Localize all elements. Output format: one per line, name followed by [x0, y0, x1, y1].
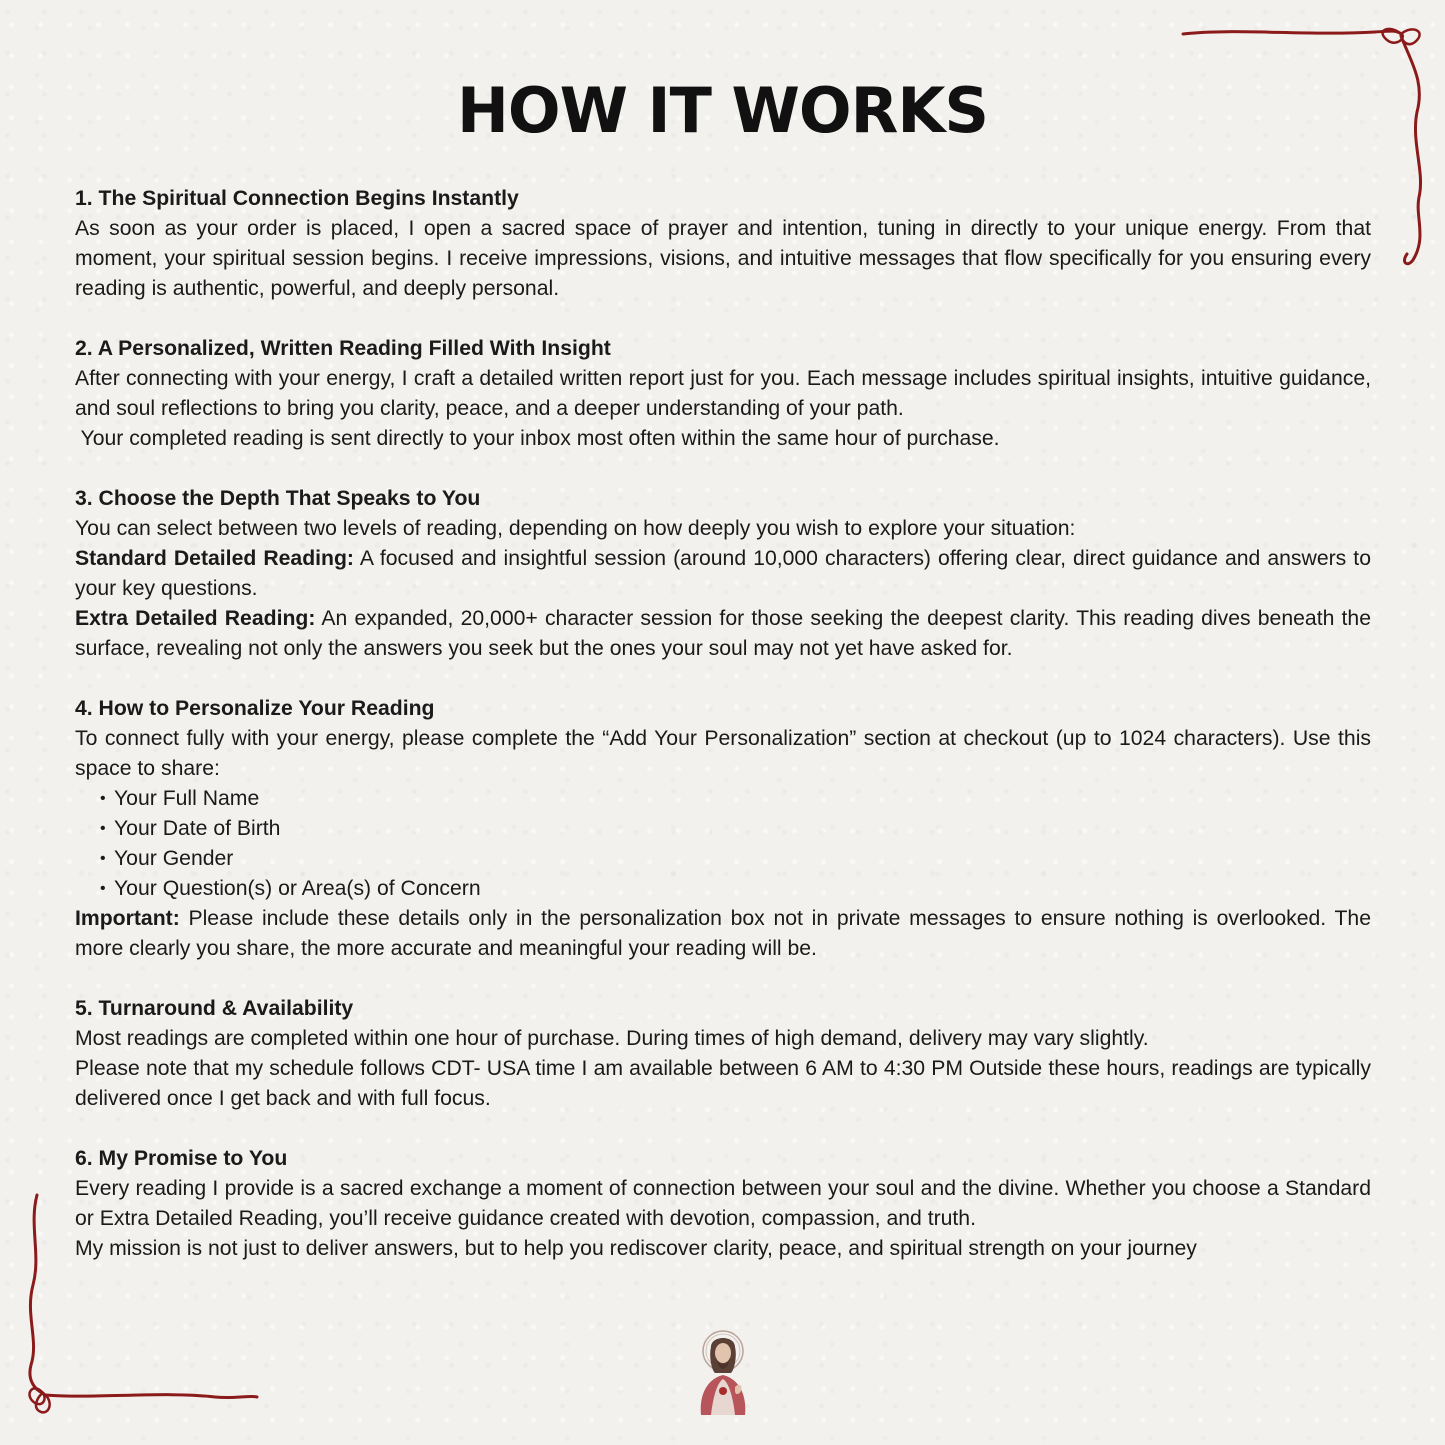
section-4-heading: 4. How to Personalize Your Reading — [75, 697, 435, 720]
extra-reading-text: An expanded, 20,000+ character session for those seeking the deepest clarity. This reading dives beneath the surface, revealing not only the answers you seek but the ones your soul may not yet have asked for. — [75, 607, 1371, 660]
content-body — [75, 184, 1371, 1294]
section-6 — [75, 1144, 1371, 1264]
section-3 — [75, 484, 1371, 664]
list-item: • Your Date of Birth — [100, 814, 1371, 844]
list-item: • Your Full Name — [100, 784, 1371, 814]
section-4 — [75, 694, 1371, 964]
extra-reading-label: Extra Detailed Reading: — [75, 607, 316, 630]
section-5-heading: 5. Turnaround & Availability — [75, 997, 354, 1020]
section-6-paragraph: Every reading I provide is a sacred exchange a moment of connection between your soul and the divine. Whether you choose a Standard or Extra Detailed Reading, you’ll receive guidance created with devotion, compassion, and truth. — [75, 1177, 1371, 1230]
section-5-paragraph: Most readings are completed within one hour of purchase. During times of high demand, delivery may vary slightly. — [75, 1027, 1149, 1050]
section-3-heading: 3. Choose the Depth That Speaks to You — [75, 487, 481, 510]
standard-reading-label: Standard Detailed Reading: — [75, 547, 354, 570]
section-6-heading: 6. My Promise to You — [75, 1147, 288, 1170]
standard-reading-option — [75, 544, 1371, 604]
section-1-heading: 1. The Spiritual Connection Begins Instantly — [75, 187, 519, 210]
section-5 — [75, 994, 1371, 1114]
section-1-paragraph: As soon as your order is placed, I open a sacred space of prayer and intention, tuning in directly to your unique energy. From that moment, your spiritual session begins. I receive impressions, visions, and intuitive messages that flow specifically for you ensuring every reading is authentic, powerful, and deeply personal. — [75, 217, 1371, 300]
list-item: • Your Gender — [100, 844, 1371, 874]
page-title: HOW IT WORKS — [456, 74, 989, 147]
section-5-schedule: Please note that my schedule follows CDT- USA time I am available between 6 AM to 4:30 PM Outside these hours, readings are typically delivered once I get back and with full focus. — [75, 1057, 1371, 1110]
extra-reading-option — [75, 604, 1371, 664]
section-2-paragraph: After connecting with your energy, I craft a detailed written report just for you. Each message includes spiritual insights, intuitive guidance, and soul reflections to bring you clarity, peace, and a deeper understanding of your path. — [75, 367, 1371, 420]
list-item: • Your Question(s) or Area(s) of Concern — [100, 874, 1371, 904]
section-2-delivery-note: Your completed reading is sent directly to your inbox most often within the same hour of purchase. — [75, 427, 1000, 450]
important-note — [75, 904, 1371, 964]
important-label: Important: — [75, 907, 180, 930]
section-3-intro: You can select between two levels of reading, depending on how deeply you wish to explore your situation: — [75, 517, 1076, 540]
personalization-list — [75, 784, 1371, 904]
section-4-intro: To connect fully with your energy, please complete the “Add Your Personalization” section at checkout (up to 1024 characters). Use this space to share: — [75, 727, 1371, 780]
important-text: Please include these details only in the personalization box not in private messages to ensure nothing is overlooked. The more clearly you share, the more accurate and meaningful your reading will be. — [75, 907, 1371, 960]
standard-reading-text: A focused and insightful session (around 10,000 characters) offering clear, direct guidance and answers to your key questions. — [75, 547, 1371, 600]
section-1 — [75, 184, 1371, 304]
jesus-portrait-icon — [685, 1325, 761, 1417]
section-2 — [75, 334, 1371, 454]
section-2-heading: 2. A Personalized, Written Reading Filled With Insight — [75, 337, 611, 360]
section-6-mission: My mission is not just to deliver answers, but to help you rediscover clarity, peace, and spiritual strength on your journey — [75, 1237, 1197, 1260]
